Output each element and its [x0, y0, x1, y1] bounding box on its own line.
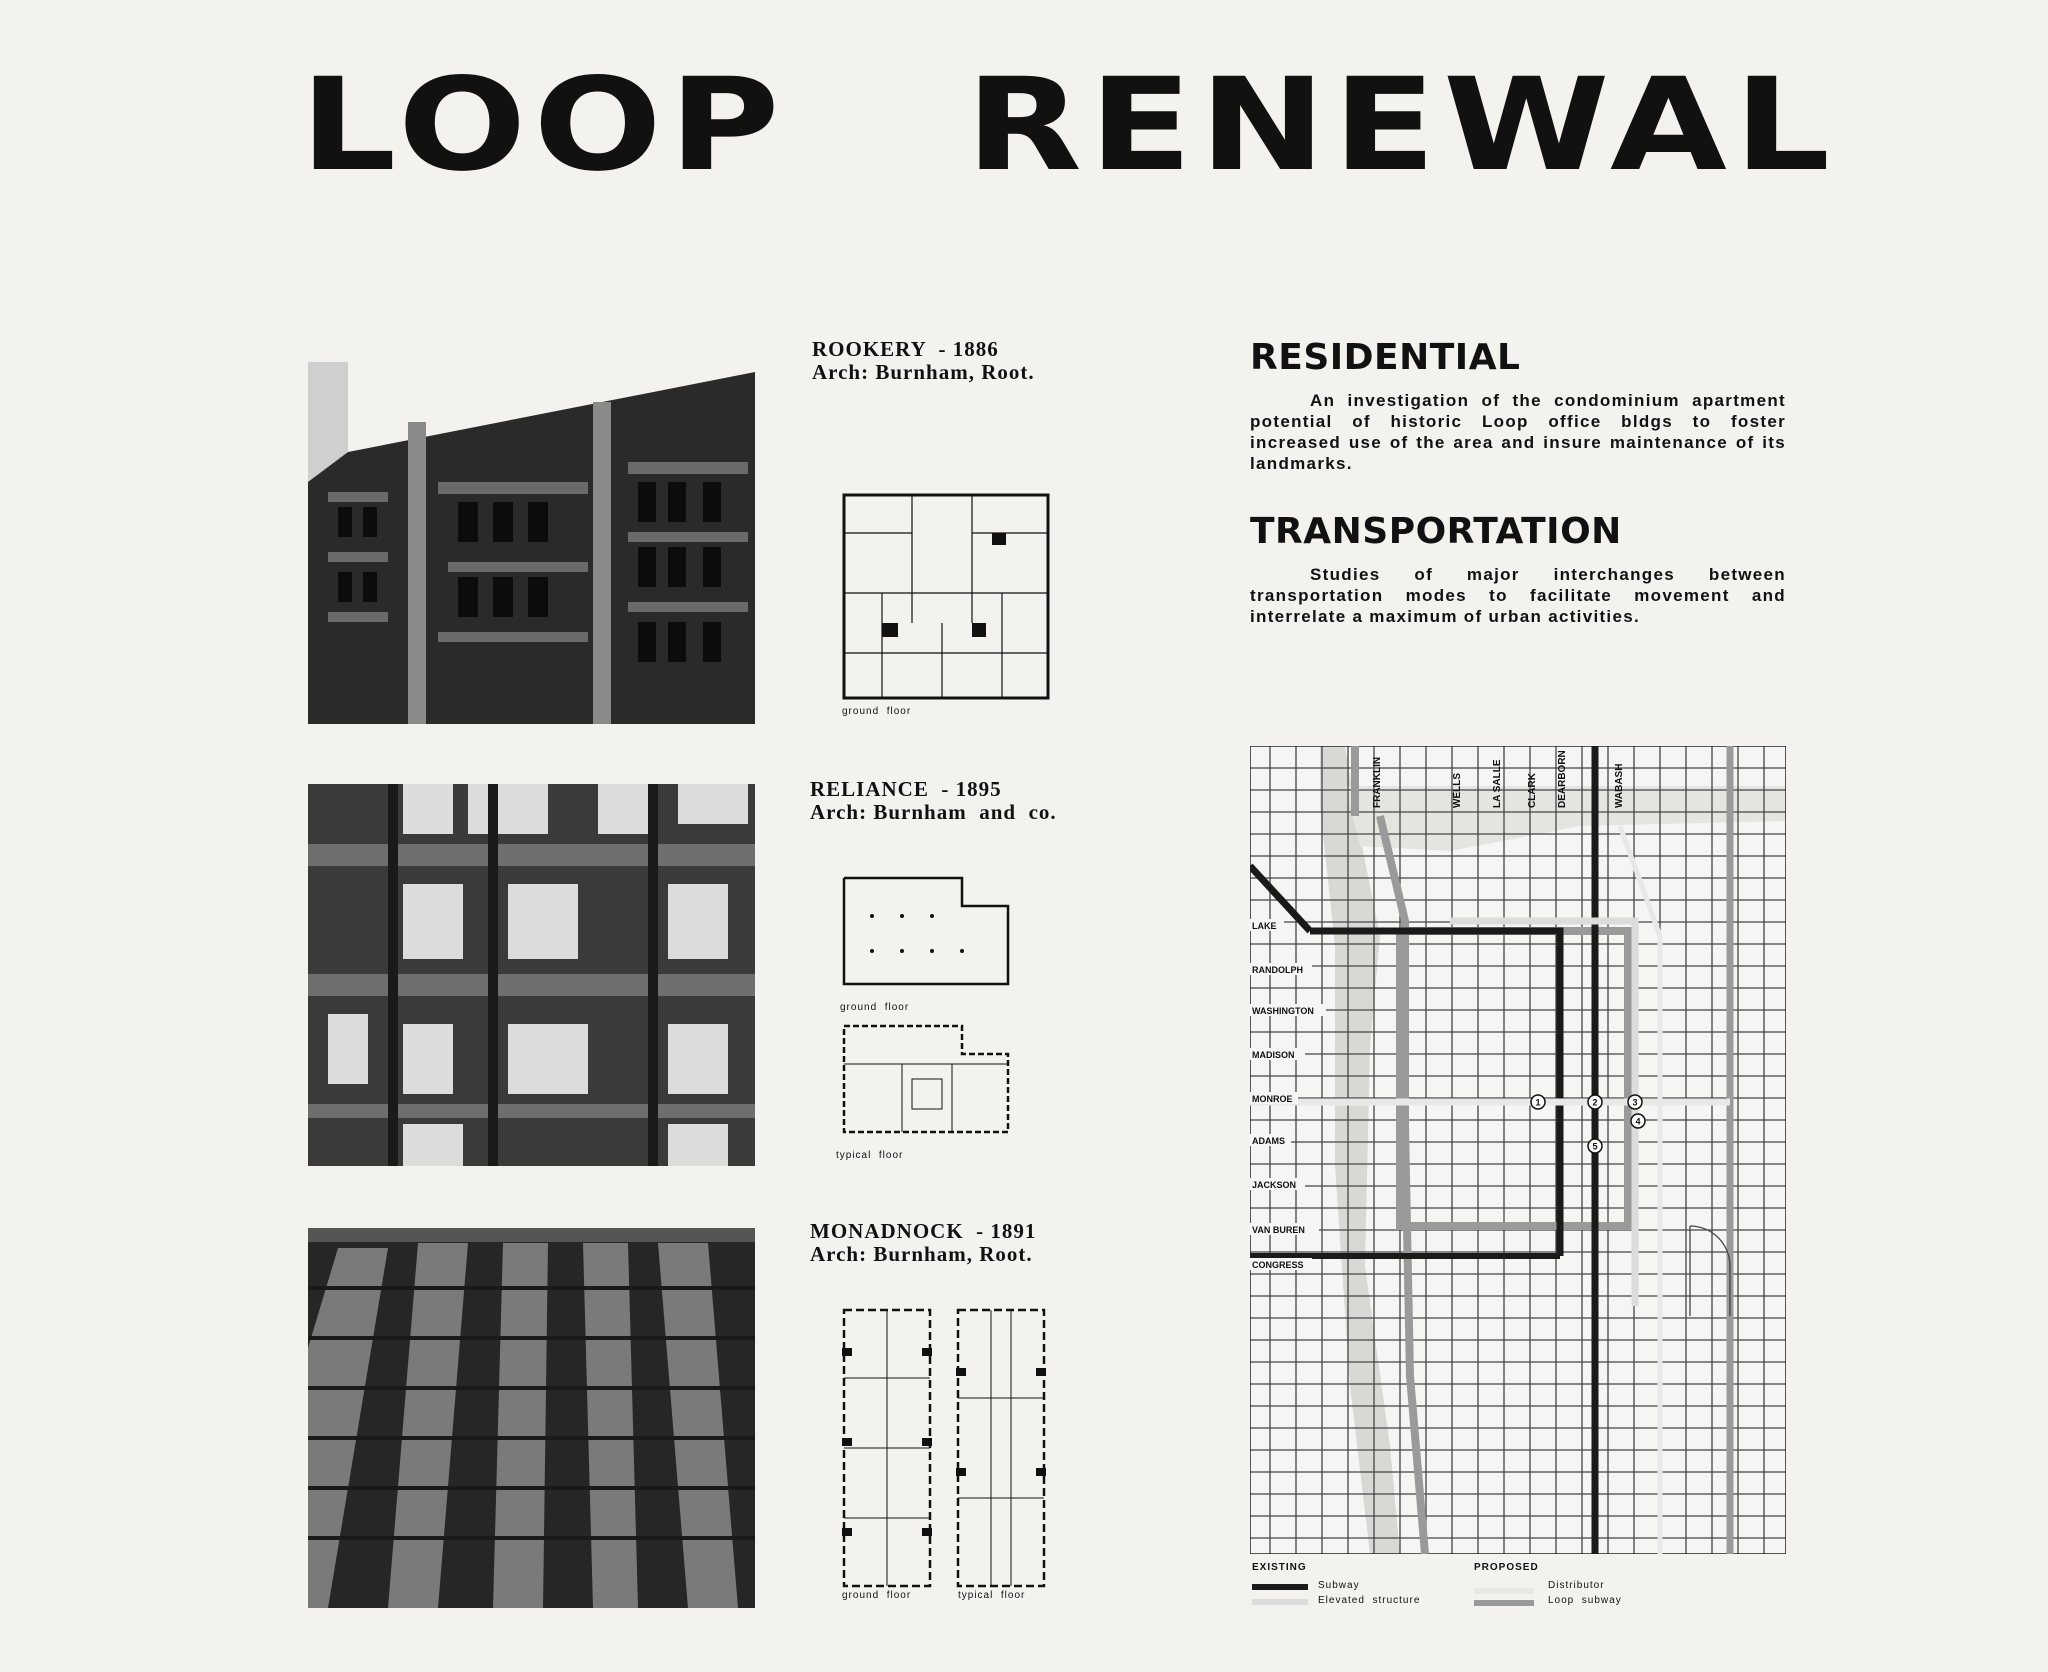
loop-transit-map — [1250, 746, 1786, 1554]
transportation-text: Studies of major interchanges between transportation modes to facilitate movement and interrelate a maximum of urban activities. — [1250, 565, 1786, 626]
street-label-jackson: JACKSON — [1252, 1180, 1297, 1190]
page-title: LOOP RENEWAL — [300, 51, 1838, 200]
street-label-clark: CLARK — [1527, 773, 1538, 808]
street-label-lake: LAKE — [1252, 921, 1277, 931]
reliance-architect: Arch: Burnham and co. — [810, 800, 1057, 824]
street-label-randolph: RANDOLPH — [1252, 965, 1303, 975]
street-label-franklin: FRANKLIN — [1372, 756, 1383, 808]
rookery-name: ROOKERY - 1886 — [812, 337, 999, 361]
station-5-label: 5 — [1592, 1141, 1598, 1152]
residential-heading: RESIDENTIAL — [1250, 337, 1521, 378]
legend-elevated-label: Elevated structure — [1318, 1595, 1421, 1606]
rookery-architect: Arch: Burnham, Root. — [812, 360, 1035, 384]
street-label-van-buren: VAN BUREN — [1252, 1225, 1305, 1235]
transportation-heading: TRANSPORTATION — [1250, 511, 1622, 552]
reliance-typical-caption: typical floor — [836, 1150, 904, 1161]
rookery-ground-floor-plan — [842, 493, 1050, 700]
reliance-ground-caption: ground floor — [840, 1002, 910, 1013]
reliance-ground-floor-plan — [842, 876, 1012, 986]
legend-subway-label: Subway — [1318, 1580, 1360, 1591]
monadnock-name: MONADNOCK - 1891 — [810, 1219, 1037, 1243]
street-label-wells: WELLS — [1452, 773, 1463, 808]
legend-elevated-swatch — [1252, 1599, 1308, 1605]
reliance-typical-floor-plan — [842, 1024, 1012, 1134]
monadnock-photo — [308, 1228, 755, 1608]
rookery-photo — [308, 362, 755, 724]
street-label-adams: ADAMS — [1252, 1136, 1285, 1146]
monadnock-ground-caption: ground floor — [842, 1590, 912, 1601]
rookery-title — [812, 338, 1035, 384]
street-label-washington: WASHINGTON — [1252, 1006, 1314, 1016]
street-label-congress: CONGRESS — [1252, 1260, 1304, 1270]
station-3-label: 3 — [1632, 1097, 1638, 1108]
legend-existing-label: EXISTING — [1252, 1562, 1307, 1573]
residential-text: An investigation of the condominium apartment potential of historic Loop office bldgs to foster increased use of the area and insure maintenance of its landmarks. — [1250, 391, 1786, 473]
monadnock-ground-floor-plan — [842, 1308, 932, 1588]
legend-loop-subway-swatch — [1474, 1600, 1534, 1606]
street-label-madison: MADISON — [1252, 1050, 1295, 1060]
station-1-label: 1 — [1535, 1097, 1541, 1108]
legend-loop-subway-label: Loop subway — [1548, 1595, 1622, 1606]
reliance-photo — [308, 784, 755, 1166]
reliance-title — [810, 778, 1057, 824]
street-label-wabash: WABASH — [1614, 763, 1625, 808]
station-2-label: 2 — [1592, 1097, 1598, 1108]
monadnock-typical-floor-plan — [956, 1308, 1046, 1588]
legend-distributor-label: Distributor — [1548, 1580, 1605, 1591]
monadnock-typical-caption: typical floor — [958, 1590, 1026, 1601]
street-label-monroe: MONROE — [1252, 1094, 1293, 1104]
station-4-label: 4 — [1635, 1116, 1641, 1127]
monadnock-architect: Arch: Burnham, Root. — [810, 1242, 1033, 1266]
monadnock-title — [810, 1220, 1036, 1266]
rookery-caption: ground floor — [842, 706, 912, 717]
legend-proposed-label: PROPOSED — [1474, 1562, 1539, 1573]
legend-distributor-swatch — [1474, 1588, 1534, 1594]
street-label-la-salle: LA SALLE — [1492, 759, 1503, 808]
legend-subway-swatch — [1252, 1584, 1308, 1590]
street-label-dearborn: DEARBORN — [1557, 750, 1568, 808]
reliance-name: RELIANCE - 1895 — [810, 777, 1002, 801]
